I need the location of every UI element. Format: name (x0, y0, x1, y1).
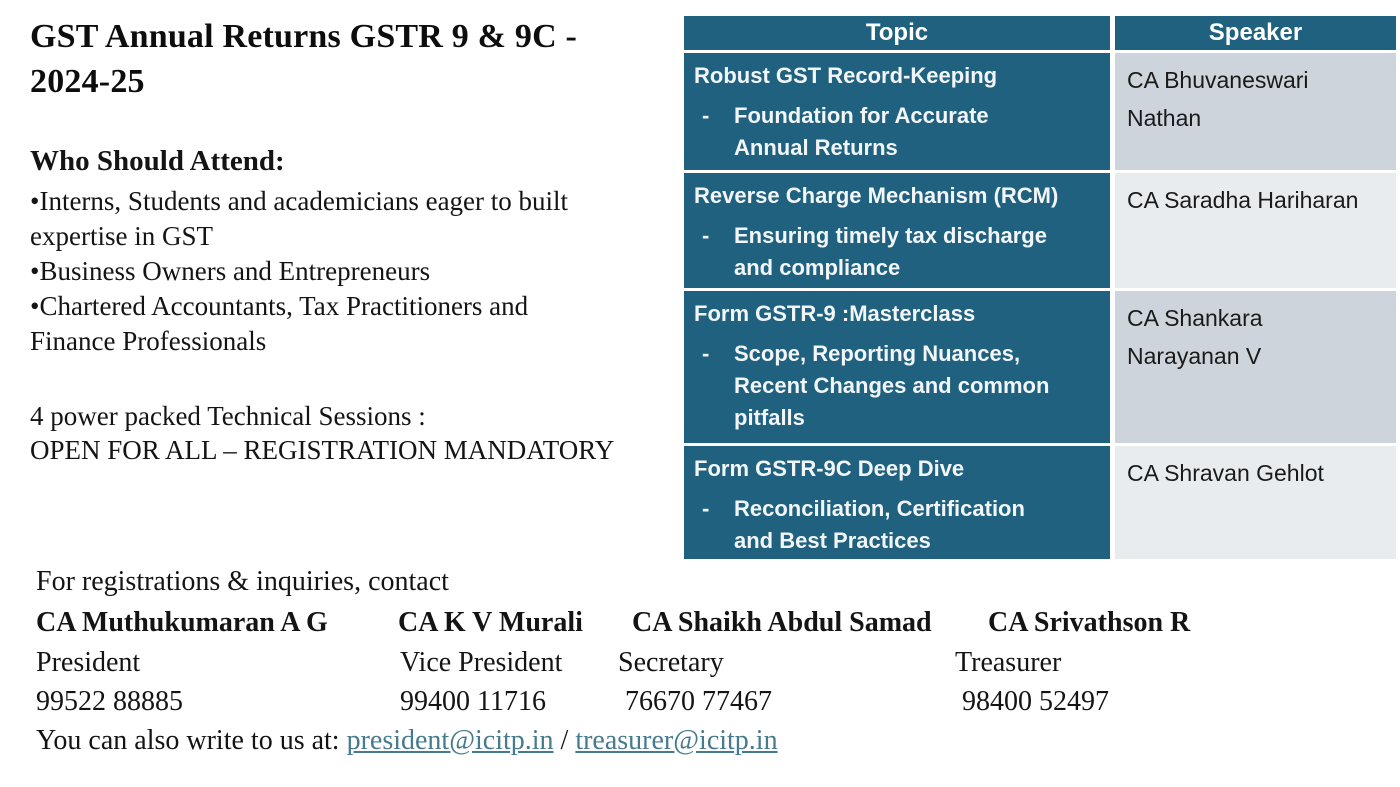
page-title-line-1: GST Annual Returns GSTR 9 & 9C - (30, 18, 578, 55)
contact-phone-vice-president: 99400 11716 (400, 686, 546, 717)
audience-bullet-continuation: Finance Professionals (30, 326, 267, 356)
table-header-topic: Topic (684, 16, 1110, 50)
contact-name-vice-president: CA K V Murali (398, 607, 583, 638)
topic-title: Robust GST Record-Keeping (694, 63, 998, 88)
president-email-link[interactable]: president@icitp.in (346, 725, 554, 756)
contact-role-vice-president: Vice President (400, 647, 563, 678)
write-to-us-prefix: You can also write to us at: (36, 725, 347, 756)
contact-name-secretary: CA Shaikh Abdul Samad (632, 607, 932, 638)
contact-name-president: CA Muthukumaran A G (36, 607, 328, 638)
speaker-name-line: CA Shravan Gehlot (1127, 460, 1324, 486)
registration-mandatory-line: OPEN FOR ALL – REGISTRATION MANDATORY (30, 435, 615, 465)
table-header-speaker: Speaker (1115, 16, 1396, 50)
page-title-line-2: 2024-25 (30, 63, 145, 100)
dash-bullet-marker: - (702, 496, 710, 521)
topic-title: Form GSTR-9C Deep Dive (694, 456, 965, 481)
topic-subpoint-line: and compliance (734, 255, 901, 280)
contact-phone-treasurer: 98400 52497 (962, 686, 1109, 717)
dash-bullet-marker: - (702, 341, 710, 366)
topic-subpoint-line: Scope, Reporting Nuances, (734, 341, 1021, 366)
speaker-name-line: Narayanan V (1127, 343, 1262, 369)
audience-bullet: •Business Owners and Entrepreneurs (30, 256, 431, 286)
sessions-count-line: 4 power packed Technical Sessions : (30, 401, 426, 431)
speaker-name-line: CA Saradha Hariharan (1127, 187, 1359, 213)
topic-subpoint-line: Foundation for Accurate (734, 103, 989, 128)
contact-name-treasurer: CA Srivathson R (988, 607, 1191, 638)
contact-role-secretary: Secretary (618, 647, 724, 678)
speaker-name-line: CA Bhuvaneswari (1127, 67, 1309, 93)
topic-subpoint-line: and Best Practices (734, 528, 931, 553)
contact-phone-secretary: 76670 77467 (625, 686, 772, 717)
audience-bullet: •Interns, Students and academicians eager to built (30, 186, 569, 216)
dash-bullet-marker: - (702, 103, 710, 128)
email-separator: / (553, 725, 576, 756)
dash-bullet-marker: - (702, 223, 710, 248)
topic-subpoint-line: Reconciliation, Certification (734, 496, 1025, 521)
topic-title: Form GSTR-9 :Masterclass (694, 301, 976, 326)
contact-role-president: President (36, 647, 141, 678)
audience-bullet-continuation: expertise in GST (30, 221, 213, 251)
contact-phone-president: 99522 88885 (36, 686, 183, 717)
topic-subpoint-line: Recent Changes and common (734, 373, 1050, 398)
treasurer-email-link[interactable]: treasurer@icitp.in (575, 725, 778, 756)
topic-subpoint-line: Annual Returns (734, 135, 898, 160)
speaker-name-line: Nathan (1127, 105, 1202, 131)
topic-title: Reverse Charge Mechanism (RCM) (694, 183, 1059, 208)
contact-role-treasurer: Treasurer (955, 647, 1062, 678)
write-to-us-line (36, 725, 778, 757)
speaker-name-line: CA Shankara (1127, 305, 1263, 331)
topic-subpoint-line: Ensuring timely tax discharge (734, 223, 1047, 248)
who-should-attend-heading: Who Should Attend: (30, 145, 285, 177)
topic-subpoint-line: pitfalls (734, 405, 805, 430)
contact-intro: For registrations & inquiries, contact (36, 566, 449, 597)
audience-bullet: •Chartered Accountants, Tax Practitioners and (30, 291, 529, 321)
